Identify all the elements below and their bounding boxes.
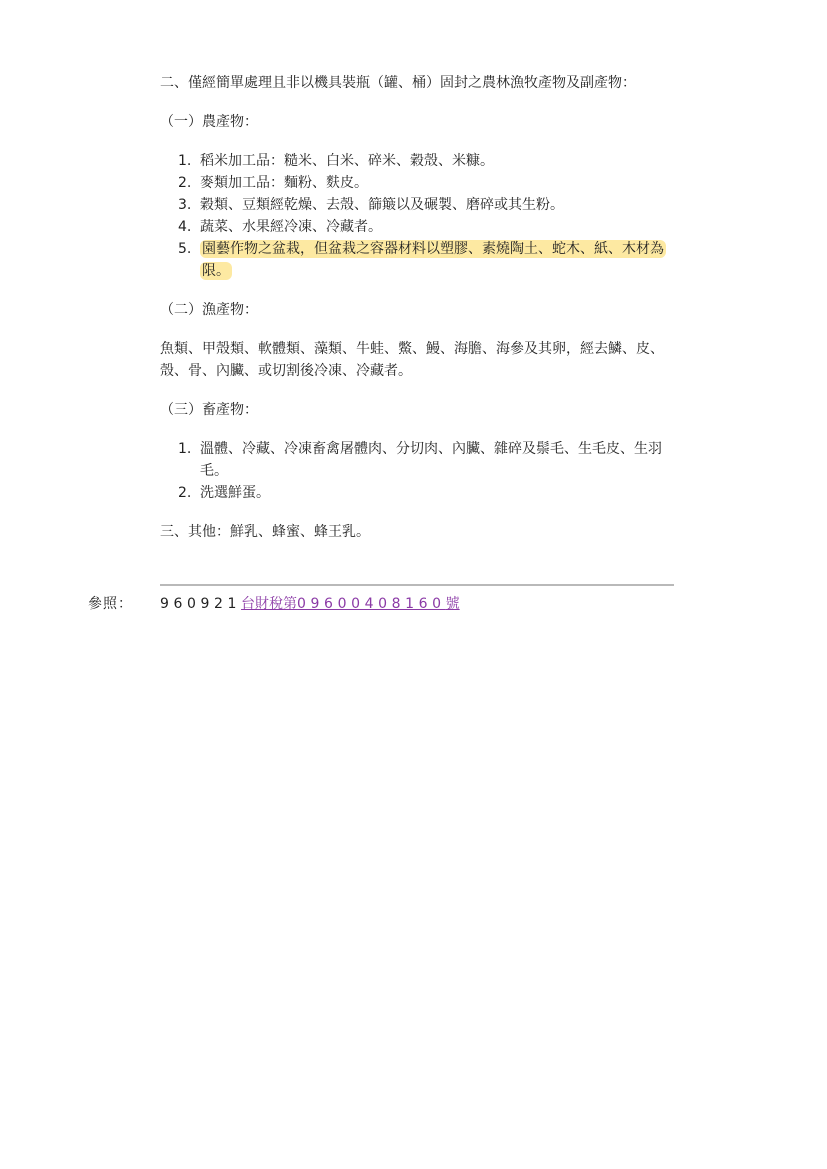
- highlighted-text[interactable]: 園藝作物之盆栽，但盆栽之容器材料以塑膠、素燒陶土、蛇木、紙、木材為限。: [202, 241, 664, 279]
- list-item: 4. 蔬菜、水果經冷凍、冷藏者。: [178, 219, 382, 235]
- crops-list: [160, 150, 674, 282]
- reference-row: [88, 593, 460, 615]
- list-item-highlighted: 5. 園藝作物之盆栽，但盆栽之容器材料以塑膠、素燒陶土、蛇木、紙、木材為限。: [178, 241, 664, 279]
- reference-link[interactable]: 台財稅第09600408160號: [241, 596, 460, 612]
- document-body: [160, 72, 674, 543]
- list-item: 1. 溫體、冷藏、冷凍畜禽屠體肉、分切肉、內臟、雜碎及鬃毛、生毛皮、生羽毛。: [178, 441, 662, 479]
- livestock-heading: （三）畜產物：: [160, 402, 258, 418]
- list-item: 2. 洗選鮮蛋。: [178, 485, 270, 501]
- list-item: 2. 麥類加工品：麵粉、麩皮。: [178, 175, 368, 191]
- crops-heading: （一）農產物：: [160, 114, 258, 130]
- reference-date: 960921: [160, 596, 242, 612]
- reference-label: 參照：: [88, 596, 133, 612]
- divider: [160, 584, 674, 586]
- fishery-text: 魚類、甲殼類、軟體類、藻類、牛蛙、鱉、鰻、海膽、海參及其卵，經去鱗、皮、殼、骨、內臟、或切割後冷凍、冷藏者。: [160, 341, 664, 379]
- list-item: 3. 穀類、豆類經乾燥、去殼、篩簸以及碾製、磨碎或其生粉。: [178, 197, 564, 213]
- list-item: 1. 稻米加工品：糙米、白米、碎米、穀殼、米糠。: [178, 153, 494, 169]
- livestock-list: [160, 438, 674, 504]
- section-3-text: 三、其他：鮮乳、蜂蜜、蜂王乳。: [160, 524, 370, 540]
- fishery-heading: （二）漁產物：: [160, 302, 258, 318]
- section-2-heading: 二、僅經簡單處理且非以機具裝瓶（罐、桶）固封之農林漁牧產物及副產物：: [160, 75, 636, 91]
